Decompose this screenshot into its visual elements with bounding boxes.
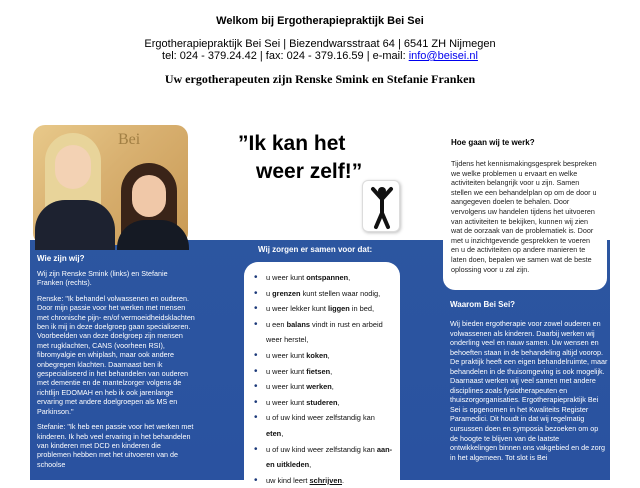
quote-line-1: ”Ik kan het xyxy=(238,132,346,155)
wz-list-item xyxy=(252,301,394,317)
wie-paragraph-2: Renske: "Ik behandel volwassenen en ouderen. Door mijn passie voor het werken met mensen met chronische pijn- en/of vermoeidheidsklachten ben ik mij in deze doelgroep gaan specialiseren. Voorbeelden van deze doelgroep zijn mensen met rugklachten, CANS (voorheen RSI), fibromyalgie en whiplash, maar ook andere onbegrepen klachten. Daarnaast ben ik gespecialiseerd in het behandelen van ouderen met dementie en de mantelzorger volgens de richtlijn EDOMAH en heb ik ook jarenlange ervaring met andere doelgroepen als MS en Parkinson." xyxy=(37,293,195,416)
banner-quote xyxy=(238,130,388,186)
wz-list-item xyxy=(252,348,394,364)
wz-item-suffix: kunt stellen waar nodig, xyxy=(300,288,381,298)
wz-list-item xyxy=(252,395,394,411)
quote-line-2: weer zelf!” xyxy=(256,160,363,183)
hoe-title: Hoe gaan wij te werk? xyxy=(451,138,535,147)
wz-title: Wij zorgen er samen voor dat: xyxy=(258,245,373,254)
contact-prefix: tel: 024 - 379.24.42 | fax: 024 - 379.16.59 | e-mail: xyxy=(162,50,409,62)
wz-item-text: u een xyxy=(266,319,287,329)
wz-item-text: u weer kunt xyxy=(266,366,307,376)
wz-list-item xyxy=(252,473,394,488)
wz-list-item xyxy=(252,317,394,348)
wz-list-box xyxy=(244,262,400,485)
stefanie-face xyxy=(132,175,166,217)
email-link[interactable]: info@beisei.nl xyxy=(408,50,478,62)
contact-line xyxy=(0,50,640,62)
wie-text xyxy=(37,269,195,475)
wz-item-text: u weer kunt xyxy=(266,382,307,392)
wz-item-suffix: , xyxy=(309,460,312,470)
wz-item-text: u xyxy=(266,288,273,298)
wz-item-suffix: , xyxy=(348,273,351,282)
wz-item-suffix: in bed, xyxy=(349,304,375,314)
wz-list xyxy=(252,270,394,488)
wz-item-keyword: grenzen xyxy=(272,288,301,298)
waarom-title: Waarom Bei Sei? xyxy=(450,300,516,309)
wz-list-item xyxy=(252,410,394,441)
wz-item-text: uw kind leert xyxy=(266,475,310,485)
hoe-text: Tijdens het kennismakingsgesprek bespreken we welke problemen u ervaart en welke activiteiten belangrijk voor u zijn. Samen stellen we een behandelplan op om de door u aangegeven doelen te behalen. Door vervolgens uw handelen tijdens het uitvoeren van activiteiten te bekijken, kunnen wij zien wat de oorzaak van de problematiek is. Door met u inzichtgevende gesprekken te voeren en u de activiteiten op andere manieren te laten doen, bepalen we samen wat de beste oplossing voor u zal zijn. xyxy=(451,159,597,274)
wz-item-text: u weer lekker kunt xyxy=(266,304,329,314)
therapists-photo xyxy=(33,125,188,245)
wz-item-text: u of uw kind weer zelfstandig kan xyxy=(266,444,377,454)
address-block xyxy=(0,38,640,62)
wz-item-text: u weer kunt xyxy=(266,273,307,282)
stefanie-body xyxy=(117,220,189,250)
wz-item-keyword: studeren xyxy=(306,397,338,407)
wz-item-suffix: , xyxy=(327,350,330,360)
wz-item-keyword: balans xyxy=(286,319,310,329)
renske-body xyxy=(35,200,115,250)
waarom-text: Wij bieden ergotherapie voor zowel ouderen en volwassenen als kinderen. Daarbij werken wij onderling veel en nauw samen. Uw wensen en behoeften staan in de behandeling altijd voorop. De praktijk heeft een eigen behandelruimte, maar behandelen in de thuisomgeving is ook mogelijk. Daarnaast werken wij veel samen met andere disciplines zoals fysiotherapeuten en thuiszorgorganisaties. Ergotherapiepraktijk Bei Sei is opgenomen in het Kwaliteits Register Paramedici. Dit houdt in dat wij regelmatig cursussen doen en symposia bezoeken om op de hoogte te blijven van de laatste ontwikkelingen binnen ons vakgebied en de zorg in het algemeen. Tot slot is Bei xyxy=(450,319,608,462)
photo-logo: Bei xyxy=(118,131,141,148)
wz-item-text: u of uw kind weer zelfstandig kan xyxy=(266,413,375,423)
wie-paragraph-1: Wij zijn Renske Smink (links) en Stefanie Franken (rechts). xyxy=(37,269,168,288)
wie-title: Wie zijn wij? xyxy=(37,254,85,263)
wz-list-item xyxy=(252,442,394,473)
wz-item-text: u weer kunt xyxy=(266,397,307,407)
wz-item-suffix: , xyxy=(331,382,334,392)
wz-item-keyword: liggen xyxy=(328,304,350,314)
page-title: Welkom bij Ergotherapiepraktijk Bei Sei xyxy=(216,15,424,27)
address-line: Ergotherapiepraktijk Bei Sei | Biezendwarsstraat 64 | 6541 ZH Nijmegen xyxy=(144,38,496,50)
wz-item-keyword: fietsen xyxy=(306,366,331,376)
wz-list-item xyxy=(252,379,394,395)
wz-list-item xyxy=(252,270,394,286)
wz-item-suffix: , xyxy=(330,366,333,376)
wie-paragraph-3: Stefanie: "Ik heb een passie voor het werken met kinderen. Ik heb veel ervaring in het behandelen van kinderen met DCD en kinderen die problemen hebben met het uitvoeren van de schoolse xyxy=(37,422,194,469)
wz-item-suffix: vindt in rust en arbeid weer herstel, xyxy=(266,319,383,345)
wz-item-keyword: werken xyxy=(306,382,332,392)
wz-item-keyword: ontspannen xyxy=(306,273,349,282)
hoe-box xyxy=(443,132,607,290)
wz-item-suffix: . xyxy=(342,475,345,485)
wz-item-keyword: koken xyxy=(306,350,328,360)
wz-item-keyword: aan- en uitkleden xyxy=(266,444,393,470)
renske-face xyxy=(55,145,91,189)
wz-list-item xyxy=(252,286,394,302)
wz-item-keyword: eten xyxy=(266,428,282,438)
wz-item-suffix: , xyxy=(281,428,284,438)
jumping-person-icon xyxy=(362,180,400,232)
wz-item-suffix: , xyxy=(337,397,340,407)
wz-item-text: u weer kunt xyxy=(266,350,307,360)
wz-list-item xyxy=(252,364,394,380)
wz-item-keyword: schrijven xyxy=(309,475,343,485)
page-subtitle: Uw ergotherapeuten zijn Renske Smink en Stefanie Franken xyxy=(164,72,476,86)
